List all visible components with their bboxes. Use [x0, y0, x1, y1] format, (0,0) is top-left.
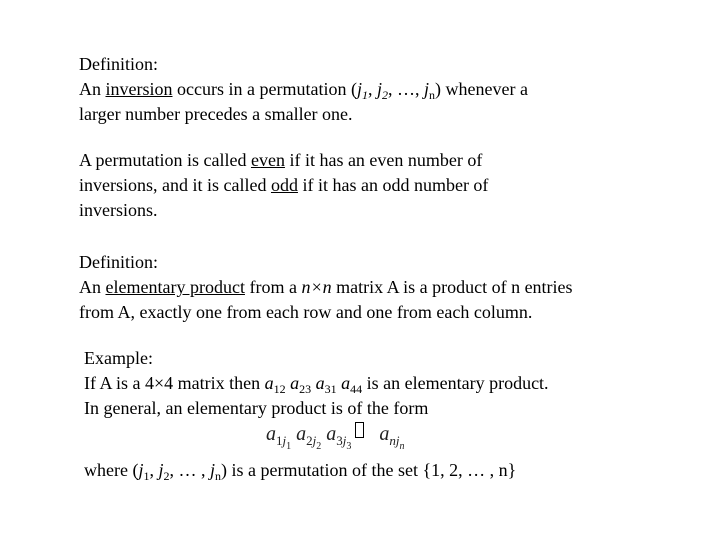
a1j1: $a_{1j_1}$	[266, 423, 292, 452]
example-heading: Example:	[84, 348, 153, 368]
text: from a	[244, 277, 302, 297]
parity-line2	[79, 173, 488, 198]
a2j2: $a_{2j_2}$	[296, 423, 322, 452]
odd-term: odd	[270, 175, 298, 195]
text: if it has an even number of	[284, 150, 483, 170]
j2: $j_2$	[376, 79, 388, 102]
text: is an elementary product.	[362, 373, 549, 393]
example-line3	[84, 458, 516, 483]
elementary-definition-line1	[79, 275, 573, 300]
text: ) whenever a	[435, 79, 528, 99]
text: If A is a 4×4 matrix then	[84, 373, 265, 393]
definition-elementary-product	[79, 250, 573, 325]
missing-glyph-box	[355, 422, 364, 438]
a44: $a_{44}$	[341, 373, 363, 396]
text: An	[79, 79, 106, 99]
inversion-definition-line2: larger number precedes a smaller one.	[79, 104, 353, 124]
a31: $a_{31}$	[315, 373, 337, 396]
inversion-term: inversion	[105, 79, 173, 99]
wj2: $j_2$	[158, 460, 170, 483]
a12: $a_{12}$	[264, 373, 286, 396]
text: where (	[84, 460, 139, 480]
text: An	[79, 277, 106, 297]
elementary-product-term: elementary product	[105, 277, 245, 297]
text: ,	[367, 79, 377, 99]
nxn: n×n	[301, 277, 332, 297]
definition-heading: Definition:	[79, 252, 158, 272]
example-line1	[84, 371, 549, 396]
jn: $j_n$	[423, 79, 435, 102]
parity-definition	[79, 148, 488, 223]
text: ) is a permutation of the set {1, 2, … , n}	[221, 460, 517, 480]
text: matrix A is a product of n entries	[331, 277, 573, 297]
text: A permutation is called	[79, 150, 251, 170]
text: occurs in a permutation (	[172, 79, 357, 99]
elementary-definition-line2: from A, exactly one from each row and one from each column.	[79, 302, 533, 322]
j1: $j_1$	[356, 79, 368, 102]
a3j3: $a_{3j_3}$	[326, 423, 352, 452]
example-line2: In general, an elementary product is of the form	[84, 398, 429, 418]
inversion-definition-line1	[79, 77, 528, 102]
parity-line3: inversions.	[79, 200, 158, 220]
text: inversions, and it is called	[79, 175, 271, 195]
wjn: $j_n$	[210, 460, 222, 483]
definition-heading: Definition:	[79, 54, 158, 74]
anjn: $a_{nj_n}$	[379, 423, 405, 452]
example-section	[84, 346, 549, 421]
text: if it has an odd number of	[297, 175, 489, 195]
wj1: $j_1$	[138, 460, 150, 483]
definition-inversion	[79, 52, 528, 127]
elementary-product-formula	[266, 422, 405, 452]
parity-line1	[79, 148, 488, 173]
text: , …,	[387, 79, 424, 99]
even-term: even	[250, 150, 285, 170]
a23: $a_{23}$	[290, 373, 312, 396]
text: , … ,	[169, 460, 210, 480]
text: ,	[149, 460, 159, 480]
